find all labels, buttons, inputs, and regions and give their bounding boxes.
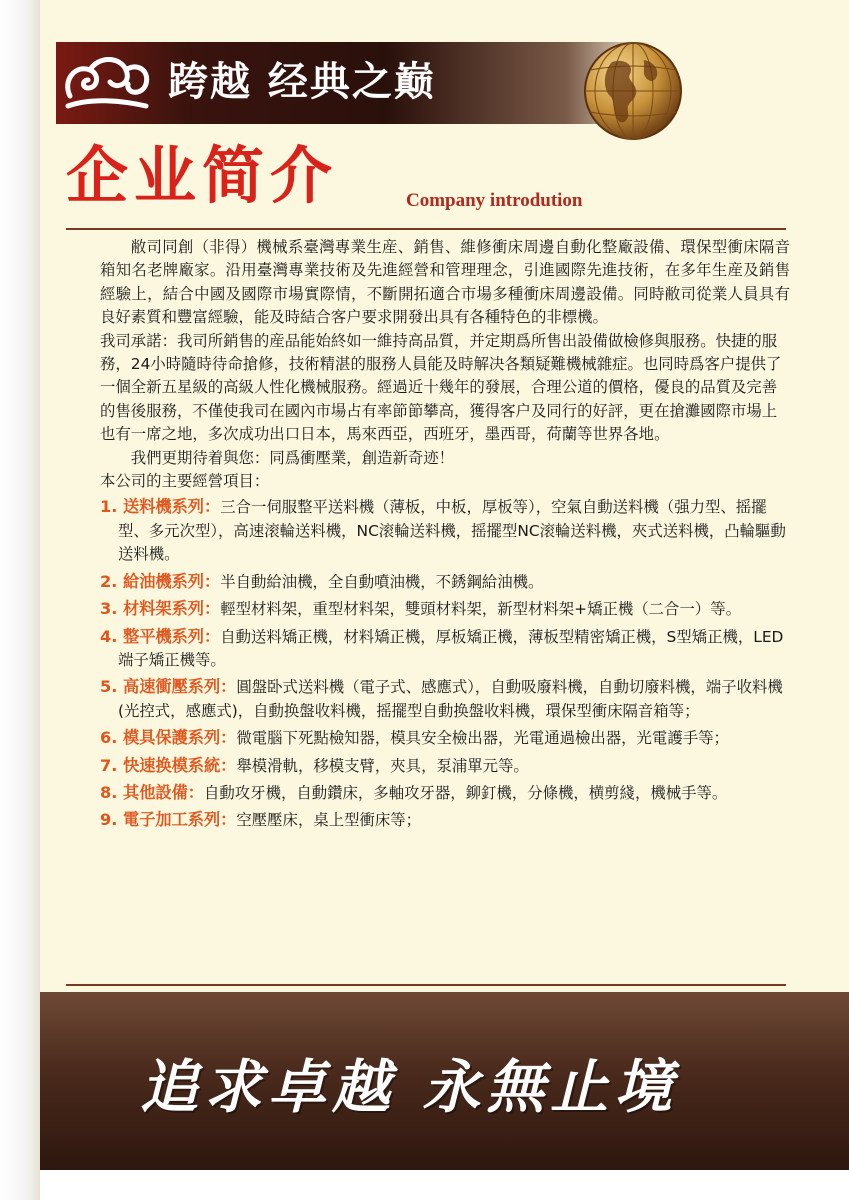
list-item-text: 自動攻牙機，自動鑽床，多軸攻牙器，鉚釘機，分條機，横剪綫，機械手等。 <box>204 783 728 802</box>
list-title: 本公司的主要經營項目： <box>100 472 270 491</box>
business-list <box>100 495 790 832</box>
banner-title: 跨越 经典之巅 <box>168 59 436 105</box>
list-item-label: 2. 給油機系列： <box>100 571 221 591</box>
divider-bottom <box>66 984 786 986</box>
list-item <box>100 781 790 805</box>
list-item <box>100 675 790 723</box>
page-title: 企业简介 <box>66 139 339 212</box>
cloud-swirl-logo-icon <box>60 50 152 116</box>
list-item-text: 微電腦下死點檢知器，模具安全檢出器，光電通過檢出器，光電護手等； <box>236 729 729 748</box>
list-item-label: 4. 整平機系列： <box>100 626 221 646</box>
list-item-text: 自動送料矯正機，材料矯正機，厚板矯正機，薄板型精密矯正機，S型矯正機，LED端子矯正機等。 <box>118 627 784 669</box>
divider-top <box>66 228 786 230</box>
list-item <box>100 495 790 566</box>
top-banner <box>56 42 656 124</box>
list-item-label: 7. 快速换模系統： <box>100 755 237 775</box>
list-item-label: 1. 送料機系列： <box>100 497 221 517</box>
list-item-label: 9. 電子加工系列： <box>100 810 237 830</box>
list-item-text: 圓盤卧式送料機（電子式、感應式），自動吸廢料機，自動切廢料機，端子收料機(光控式，感應式)，自動换盤收料機，摇擺型自動换盤收料機，環保型衝床隔音箱等； <box>118 678 783 720</box>
list-item-label: 3. 材料架系列： <box>100 599 221 619</box>
list-item-label: 6. 模具保護系列： <box>100 728 237 748</box>
list-item <box>100 808 790 832</box>
list-item <box>100 754 790 778</box>
list-item <box>100 570 790 594</box>
list-item-text: 半自動給油機，全自動噴油機，不銹鋼給油機。 <box>220 572 544 591</box>
list-item-label: 5. 高速衝壓系列： <box>100 677 237 697</box>
list-item-label: 8. 其他設備： <box>100 782 204 802</box>
list-item <box>100 597 790 621</box>
list-item <box>100 625 790 673</box>
slogan: 追求卓越 永無止境 <box>140 1053 679 1121</box>
body-content <box>100 236 790 836</box>
list-item-text: 輕型材料架，重型材料架，雙頭材料架，新型材料架+矯正機（二合一）等。 <box>220 600 741 619</box>
closing-line: 我們更期待着與您：同爲衝壓業，創造新奇迹！ <box>130 448 455 467</box>
globe-icon <box>582 40 684 142</box>
list-item-text: 舉模滑軌，移模支臂，夾具，泵浦單元等。 <box>236 756 529 775</box>
commitment-paragraph: 我司承諾：我司所銷售的産品能始終如一維持高品質，并定期爲所售出設備做檢修與服務。快捷的服務，24小時隨時待命搶修，技術精湛的服務人員能及時解决各類疑難機械雜症。也同時爲客户提供了一個全新五星級的高級人性化機械服務。經過近十幾年的發展，合理公道的價格，優良的品質及完善的售後服務，不僅使我司在國內市場占有率節節攀高，獲得客户及同行的好評，更在搶灘國際市場上也有一席之地，多次成功出口日本，馬來西亞，西班牙，墨西哥，荷蘭等世界各地。 <box>100 331 782 444</box>
intro-paragraph: 敝司同創（非得）機械系臺灣專業生産、銷售、維修衝床周邊自動化整廠設備、環保型衝床隔音箱知名老牌廠家。沿用臺灣專業技術及先進經營和管理理念，引進國際先進技術，在多年生産及銷售經驗上，結合中國及國際市場實際情，不斷開拓適合市場多種衝床周邊設備。同時敝司從業人員具有良好素質和豐富經驗，能及時結合客户要求開發出具有各種特色的非標機。 <box>100 238 790 327</box>
page-subtitle-english: Company introdution <box>406 190 583 211</box>
scan-edge <box>0 0 40 1200</box>
list-item-text: 三合一伺服整平送料機（薄板，中板，厚板等），空氣自動送料機（强力型、摇擺型、多元次型），高速滚輪送料機，NC滚輪送料機，摇擺型NC滚輪送料機，夾式送料機，凸輪驅動送料機。 <box>118 498 786 564</box>
list-item-text: 空壓壓床，桌上型衝床等； <box>236 811 422 830</box>
list-item <box>100 726 790 750</box>
